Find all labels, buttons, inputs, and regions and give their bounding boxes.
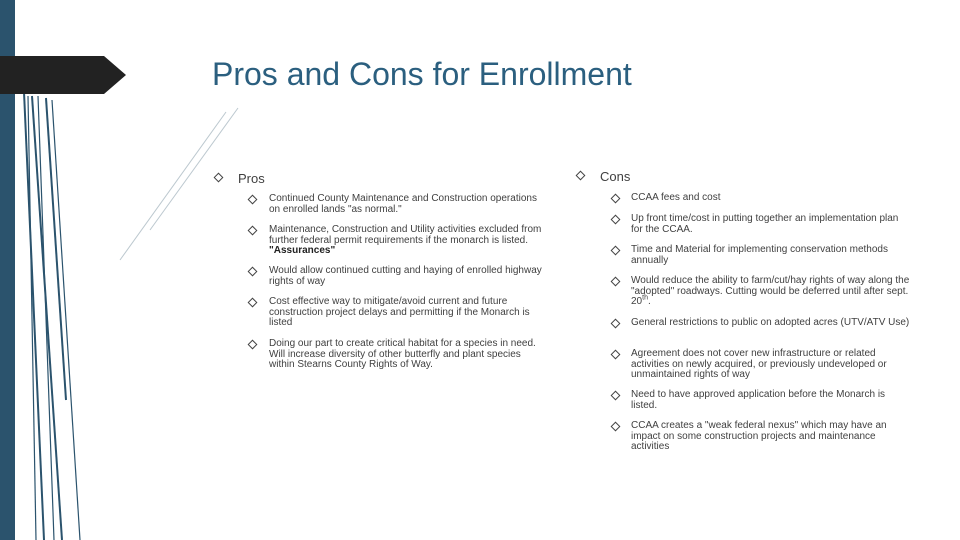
bullet-item: Would reduce the ability to farm/cut/hay rights of way along the "adopted" roadways. Cutting would be deferred until after sept. 20th.: [631, 275, 910, 307]
bullet-diamond-icon: [611, 319, 621, 329]
bullet-diamond-icon: [248, 226, 258, 236]
bullet-diamond-icon: [248, 267, 258, 277]
bullet-item: Up front time/cost in putting together an implementation plan for the CCAA.: [631, 213, 899, 235]
bullet-diamond-icon: [611, 246, 621, 256]
bullet-item: Continued County Maintenance and Construction operations on enrolled lands "as normal.": [269, 193, 537, 215]
bullet-diamond-icon: [611, 277, 621, 287]
bullet-diamond-icon: [248, 340, 258, 350]
bullet-item: CCAA creates a "weak federal nexus" which may have an impact on some construction projects and maintenance activities: [631, 420, 887, 452]
pros-heading: Pros: [238, 171, 265, 186]
bullet-diamond-icon: [248, 195, 258, 205]
bullet-item: Would allow continued cutting and haying of enrolled highway rights of way: [269, 265, 542, 287]
bullet-item: Agreement does not cover new infrastructure or related activities on newly acquired, or previously undeveloped or unmaintained rights of way: [631, 348, 887, 380]
bullet-diamond-icon: [611, 422, 621, 432]
page-title: Pros and Cons for Enrollment: [212, 56, 632, 92]
bullet-item: Need to have approved application before the Monarch is listed.: [631, 389, 886, 411]
bullet-diamond-icon: [611, 391, 621, 401]
bullet-item: Maintenance, Construction and Utility activities excluded from further federal permit requirements if the monarch is listed. "Assurances": [269, 224, 542, 256]
bullet-diamond-icon: [248, 298, 258, 308]
title-tab-shape: [0, 56, 126, 94]
bullet-item: Cost effective way to mitigate/avoid current and future construction project delays and permitting if the Monarch is listed: [269, 296, 530, 328]
bullet-item: Doing our part to create critical habitat for a species in need. Will increase diversity of other butterfly and plant species within Stearns County Rights of Way.: [269, 338, 536, 370]
cons-heading: Cons: [600, 169, 631, 184]
bullet-item: General restrictions to public on adopted acres (UTV/ATV Use): [631, 317, 910, 328]
bullet-diamond-icon: [611, 215, 621, 225]
bullet-item: CCAA fees and cost: [631, 192, 721, 203]
bullet-diamond-icon: [611, 194, 621, 204]
cons-heading-bullet-icon: [576, 171, 586, 181]
bullet-item: Time and Material for implementing conservation methods annually: [631, 244, 888, 266]
bullet-diamond-icon: [611, 350, 621, 360]
